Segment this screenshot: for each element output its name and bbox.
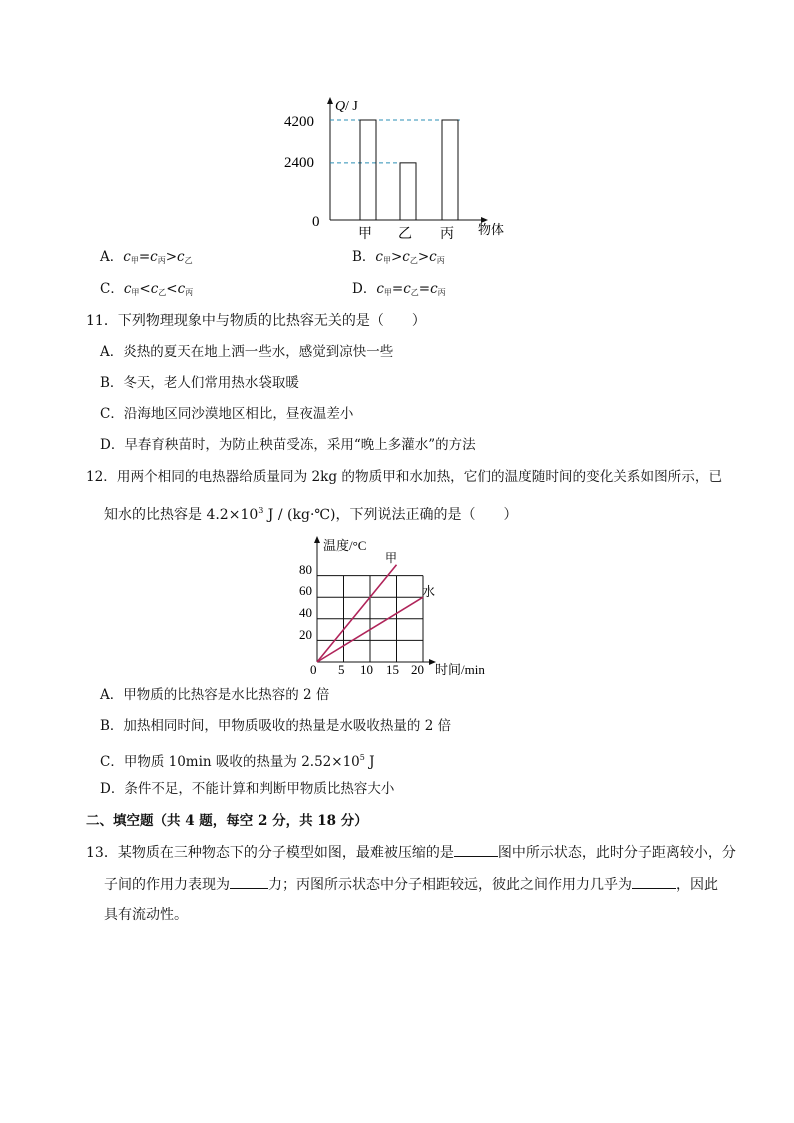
q11-option-a[interactable]: A．炎热的夏天在地上洒一些水，感觉到凉快一些 (100, 344, 394, 360)
subscript: 甲 (131, 288, 140, 297)
chart2-label-water: 水 (422, 584, 436, 599)
subscript: 乙 (184, 256, 193, 265)
chart2-xtick-5: 5 (338, 662, 345, 677)
q10-option-d[interactable] (352, 280, 446, 302)
q12-stem-line2 (104, 502, 518, 524)
chart2-ytick-40: 40 (299, 605, 312, 620)
chart1-ylabel-unit: / J (345, 99, 358, 114)
subscript: 丙 (436, 256, 445, 265)
q10-option-a[interactable] (100, 248, 193, 270)
bar-乙 (400, 163, 416, 220)
q12-option-c[interactable] (100, 749, 375, 771)
bar-丙 (442, 120, 458, 220)
chart1-cat-a: 甲 (358, 227, 372, 242)
subscript: 丙 (437, 288, 446, 297)
var-c: c (429, 249, 437, 265)
option-letter: C． (100, 281, 124, 297)
chart1-axes (327, 97, 488, 223)
q13-blank-3[interactable] (632, 874, 676, 889)
q11-option-c[interactable]: C．沿海地区同沙漠地区相比，昼夜温差小 (100, 406, 354, 422)
subscript: 乙 (409, 256, 418, 265)
q13-text: 力；丙图所示状态中分子相距较远，彼此之间作用力几乎为 (268, 877, 632, 893)
section-title-fill-in: 二、填空题（共 4 题，每空 2 分，共 18 分） (86, 813, 368, 829)
chart1-bars (360, 120, 458, 220)
chart2-grid (317, 576, 423, 662)
subscript: 丙 (185, 288, 194, 297)
operator: > (165, 249, 177, 265)
series-line-jia (317, 565, 397, 662)
q13-blank-2[interactable] (230, 874, 268, 889)
chart1-cat-c: 丙 (440, 227, 454, 242)
chart1-ylabel-q: Q (335, 99, 346, 114)
operator: < (139, 281, 151, 297)
q13-text: 子间的作用力表现为 (104, 877, 230, 893)
subscript: 丙 (157, 256, 166, 265)
subscript: 甲 (383, 288, 392, 297)
var-c: c (376, 281, 384, 297)
bar-甲 (360, 120, 376, 220)
chart2-ylabel: 温度/°C (323, 538, 367, 553)
option-letter: B． (352, 249, 376, 265)
chart2-ytick-80: 80 (299, 562, 312, 577)
operator: > (390, 249, 403, 265)
operator: = (138, 249, 151, 265)
q11-option-d[interactable]: D．早春育秧苗时，为防止秧苗受冻，采用“晚上多灌水”的方法 (100, 437, 476, 453)
q10-option-b[interactable] (352, 248, 445, 270)
operator: > (417, 249, 430, 265)
q12-option-d[interactable]: D．条件不足，不能计算和判断甲物质比热容大小 (100, 781, 395, 797)
q13-text: ，因此 (676, 877, 718, 893)
var-c: c (402, 249, 410, 265)
option-text: C．甲物质 10min 吸收的热量为 2.52×10 (100, 754, 360, 770)
var-c: c (123, 281, 132, 297)
subscript: 甲 (130, 256, 139, 265)
chart2-xlabel: 时间/min (435, 662, 485, 677)
var-c: c (123, 249, 131, 265)
chart2-xtick-0: 0 (310, 662, 317, 677)
var-c: c (430, 281, 438, 297)
subscript: 甲 (382, 256, 391, 265)
chart2-ytick-60: 60 (299, 583, 312, 598)
exponent: 3 (258, 506, 264, 515)
var-c: c (375, 249, 383, 265)
q13-text: 图中所示状态，此时分子距离较小，分 (497, 845, 736, 861)
heat-bar-chart (284, 90, 520, 245)
q12-option-b[interactable]: B．加热相同时间，甲物质吸收的热量是水吸收热量的 2 倍 (100, 718, 452, 734)
exponent: 5 (359, 753, 365, 762)
stem-text: J / (kg·℃)，下列说法正确的是（ ） (263, 507, 518, 523)
q13-line3: 具有流动性。 (104, 907, 188, 923)
q13-blank-1[interactable] (454, 842, 498, 857)
chart1-cat-b: 乙 (398, 227, 412, 242)
operator: < (166, 281, 178, 297)
chart2-label-jia: 甲 (385, 551, 398, 565)
chart2-xtick-10: 10 (360, 662, 373, 677)
chart2-xtick-20: 20 (411, 662, 424, 677)
option-letter: D． (352, 281, 377, 297)
stem-text: 知水的比热容是 4.2×10 (104, 507, 259, 523)
var-c: c (403, 281, 411, 297)
var-c: c (150, 281, 159, 297)
q13-text: 13．某物质在三种物态下的分子模型如图，最难被压缩的是 (86, 845, 454, 861)
chart1-xlabel: 物体 (478, 222, 505, 237)
q11-option-b[interactable]: B．冬天，老人们常用热水袋取暖 (100, 375, 299, 391)
temperature-line-chart (290, 532, 510, 680)
var-c: c (150, 249, 158, 265)
q11-stem: 11．下列物理现象中与物质的比热容无关的是（ ） (86, 313, 426, 329)
var-c: c (177, 249, 185, 265)
option-letter: A． (100, 249, 124, 265)
q12-stem-line1: 12．用两个相同的电热器给质量同为 2kg 的物质甲和水加热，它们的温度随时间的变化关系如图所示，已 (86, 469, 723, 485)
chart1-tick-4200: 4200 (284, 114, 314, 130)
q13-line1 (86, 842, 736, 862)
chart2-ytick-20: 20 (299, 627, 312, 642)
q13-line2 (104, 874, 718, 894)
subscript: 乙 (158, 288, 167, 297)
q10-option-c[interactable] (100, 280, 193, 302)
chart1-tick-2400: 2400 (284, 155, 314, 171)
option-text: J (364, 754, 375, 770)
subscript: 乙 (410, 288, 419, 297)
chart1-ref-lines (330, 120, 460, 163)
operator: = (391, 281, 404, 297)
q12-option-a[interactable]: A．甲物质的比热容是水比热容的 2 倍 (100, 687, 330, 703)
operator: = (418, 281, 431, 297)
chart2-xtick-15: 15 (386, 662, 399, 677)
chart1-tick-0: 0 (312, 214, 320, 230)
var-c: c (177, 281, 186, 297)
